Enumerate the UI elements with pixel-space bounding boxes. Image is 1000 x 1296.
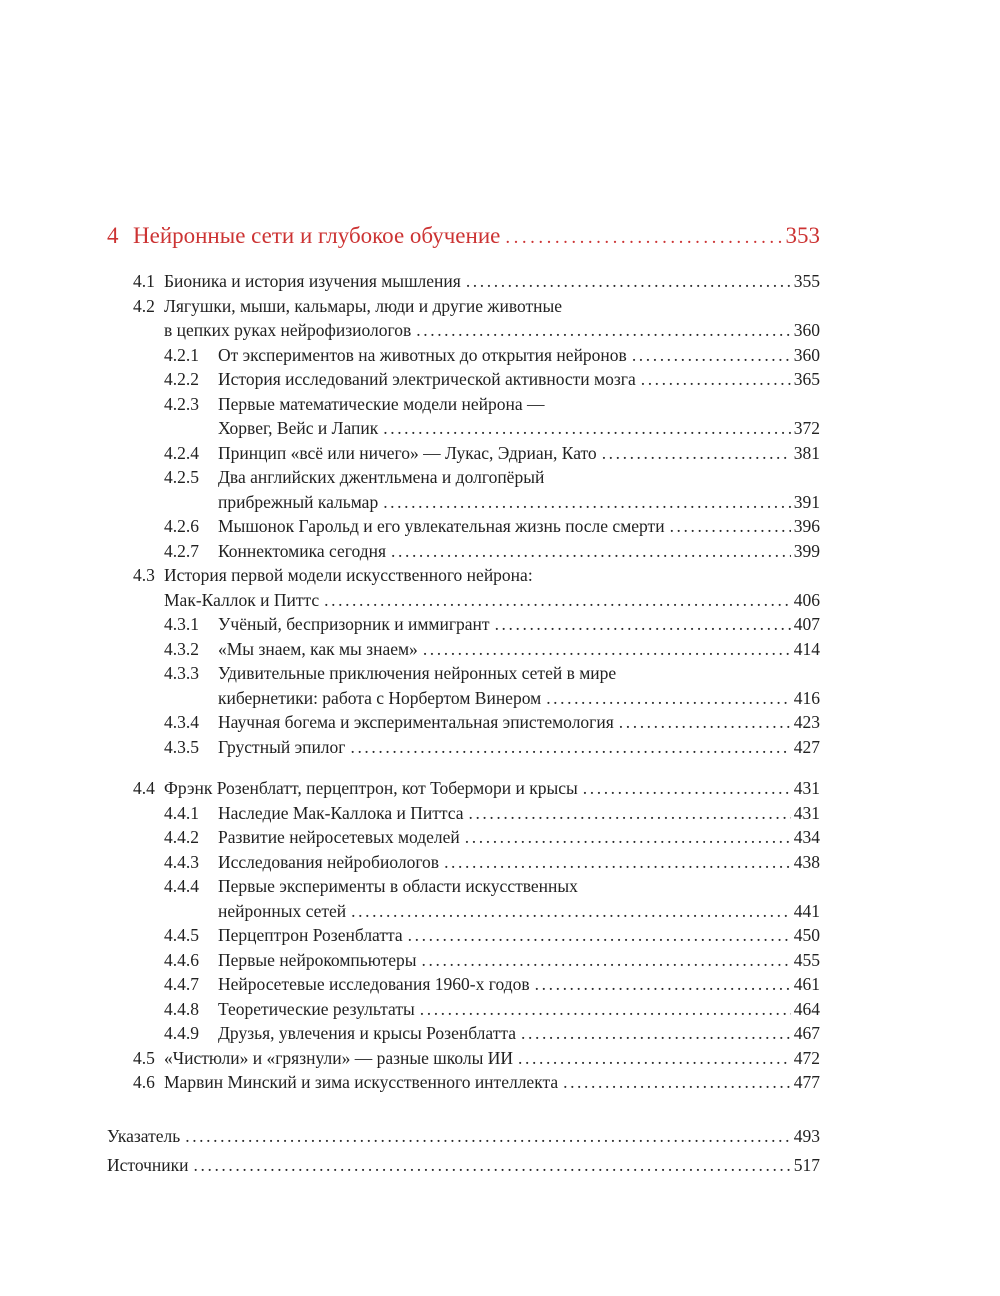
toc-entry-title: «Мы знаем, как мы знаем»: [218, 638, 418, 659]
toc-entry-title: Перцептрон Розенблатта: [218, 925, 403, 945]
toc-entry[interactable]: [133, 661, 820, 710]
toc-entry-title: нейронных сетей: [218, 900, 347, 921]
back-matter-page: 493: [793, 1125, 820, 1146]
dot-leader: [619, 710, 791, 735]
toc-entry-number: 4.2: [133, 295, 155, 316]
toc-entry-number: 4.3: [133, 565, 155, 585]
toc-entry-number: 4.4.9: [164, 1023, 199, 1043]
toc-entry[interactable]: [133, 392, 820, 441]
toc-entry-title: Хорвег, Вейс и Лапик: [218, 418, 379, 438]
toc-entry-title-line: Лягушки, мыши, кальмары, люди и другие животные: [164, 295, 563, 316]
dot-leader: [408, 923, 791, 948]
chapter-heading[interactable]: [107, 221, 820, 253]
toc-entry-title: Развитие нейросетевых моделей: [218, 827, 460, 847]
dot-leader: [383, 416, 791, 441]
back-matter-title: Указатель: [107, 1125, 181, 1146]
toc-entry[interactable]: [133, 997, 820, 1022]
toc-entry-title: Коннектомика сегодня: [218, 540, 387, 561]
toc-entry-title: От экспериментов на животных до открытия нейронов: [218, 344, 627, 365]
toc-entry-page: 467: [793, 1023, 820, 1043]
toc-entry-page: 360: [793, 344, 820, 365]
chapter-number: 4: [107, 223, 119, 248]
toc-entry-page: 406: [793, 589, 820, 610]
toc-entry[interactable]: [133, 735, 820, 760]
toc-entry-number: 4.5: [133, 1047, 155, 1068]
toc-entry[interactable]: [133, 539, 820, 564]
toc-entry[interactable]: [133, 465, 820, 514]
dot-leader: [521, 1021, 791, 1046]
dot-leader: [324, 588, 791, 613]
toc-entry-page: 372: [793, 418, 820, 438]
toc-entry-page: 407: [793, 614, 820, 634]
toc-entry-title: прибрежный кальмар: [218, 491, 379, 512]
toc-entry-title: Учёный, беспризорник и иммигрант: [218, 614, 490, 634]
toc-entry-page: 431: [793, 778, 820, 798]
toc-entry-page: 414: [793, 638, 820, 659]
dot-leader: [185, 1122, 791, 1151]
toc-entry[interactable]: [133, 923, 820, 948]
toc-entry-number: 4.2.6: [164, 516, 199, 536]
back-matter-entry[interactable]: [107, 1151, 820, 1180]
toc-entry[interactable]: [133, 269, 820, 294]
toc-entry-page: 355: [793, 271, 820, 291]
toc-entry-number: 4.3.3: [164, 663, 199, 683]
dot-leader: [641, 367, 791, 392]
dot-leader: [563, 1070, 791, 1095]
toc-entry-number: 4.4.8: [164, 998, 199, 1019]
toc-entry[interactable]: [133, 710, 820, 735]
toc-entry-title: Бионика и история изучения мышления: [164, 271, 461, 291]
toc-entry-number: 4.4: [133, 778, 155, 798]
toc-entry-page: 464: [793, 998, 820, 1019]
toc-entry-title: Принцип «всё или ничего» — Лукас, Эдриан, Като: [218, 442, 597, 463]
dot-leader: [632, 343, 791, 368]
toc-entry-page: 461: [793, 974, 820, 994]
toc-entry[interactable]: [133, 776, 820, 801]
toc-entry-number: 4.2.7: [164, 540, 199, 561]
toc-entry-number: 4.4.2: [164, 827, 199, 847]
toc-entry[interactable]: [133, 637, 820, 662]
toc-entry-page: 455: [793, 949, 820, 970]
back-matter-entry[interactable]: [107, 1122, 820, 1151]
toc-entry[interactable]: [133, 294, 820, 343]
toc-entry-page: 427: [793, 736, 820, 757]
toc-entry-number: 4.1: [133, 271, 155, 291]
toc-entry-number: 4.4.7: [164, 974, 199, 994]
toc-entry-title-line: Удивительные приключения нейронных сетей в мире: [218, 663, 617, 683]
toc-entry-page: 472: [793, 1047, 820, 1068]
toc-entry-page: 450: [793, 925, 820, 945]
toc-entry-title: Фрэнк Розенблатт, перцептрон, кот Тобермори и крысы: [164, 778, 578, 798]
dot-leader: [383, 490, 791, 515]
dot-leader: [466, 269, 791, 294]
toc-entry-number: 4.2.4: [164, 442, 199, 463]
dot-leader: [422, 948, 791, 973]
back-matter-title: Источники: [107, 1154, 189, 1175]
toc-entry-number: 4.2.2: [164, 369, 199, 389]
toc-entry-page: 477: [793, 1072, 820, 1092]
toc-entry[interactable]: [133, 563, 820, 612]
toc-entry-number: 4.4.3: [164, 851, 199, 872]
toc-entry-title-line: Первые эксперименты в области искусственных: [218, 876, 578, 896]
toc-entry-title: Марвин Минский и зима искусственного интеллекта: [164, 1072, 559, 1092]
toc-entry-title: «Чистюли» и «грязнули» — разные школы ИИ: [164, 1047, 514, 1068]
toc-entry-title: кибернетики: работа с Норбертом Винером: [218, 687, 542, 708]
toc-entry-number: 4.2.1: [164, 344, 199, 365]
toc-entry-title: Теоретические результаты: [218, 998, 415, 1019]
toc-entry-title: в цепких руках нейрофизиологов: [164, 320, 412, 340]
toc-entry-title-line: Первые математические модели нейрона —: [218, 393, 545, 414]
toc-entry-page: 416: [793, 687, 820, 708]
toc-entry-title: История исследований электрической активности мозга: [218, 369, 636, 389]
chapter-page: 353: [785, 223, 820, 248]
dot-leader: [194, 1151, 791, 1180]
toc-entry[interactable]: [133, 1046, 820, 1071]
dot-leader: [583, 776, 791, 801]
toc-entry-title: Наследие Мак-Каллока и Питтса: [218, 802, 464, 823]
dot-leader: [391, 539, 791, 564]
toc-entry[interactable]: [133, 367, 820, 392]
toc-entry-title: Мышонок Гарольд и его увлекательная жизнь после смерти: [218, 516, 665, 536]
toc-entry-title: Грустный эпилог: [218, 736, 346, 757]
toc-entry[interactable]: [133, 514, 820, 539]
toc-entry-number: 4.2.5: [164, 467, 199, 487]
toc-entry-title: Нейросетевые исследования 1960-х годов: [218, 974, 530, 994]
toc-entries: [133, 269, 820, 1095]
dot-leader: [505, 221, 781, 253]
toc-entry[interactable]: [133, 441, 820, 466]
toc-entry-number: 4.4.1: [164, 802, 199, 823]
chapter-title: Нейронные сети и глубокое обучение: [133, 223, 501, 248]
toc-entry-page: 396: [793, 516, 820, 536]
toc-entry[interactable]: [133, 1070, 820, 1095]
toc-entry-title-line: Два английских джентльмена и долгопёрый: [218, 467, 545, 487]
toc-entry-title: Исследования нейробиологов: [218, 851, 440, 872]
dot-leader: [351, 899, 791, 924]
toc-entry[interactable]: [133, 825, 820, 850]
dot-leader: [420, 997, 791, 1022]
toc-entry[interactable]: [133, 874, 820, 923]
toc-entry-number: 4.3.1: [164, 614, 199, 634]
toc-entry[interactable]: [133, 343, 820, 368]
dot-leader: [535, 972, 791, 997]
toc-entry-page: 423: [793, 712, 820, 732]
dot-leader: [465, 825, 791, 850]
toc-entry[interactable]: [133, 972, 820, 997]
toc-entry-page: 438: [793, 851, 820, 872]
dot-leader: [468, 801, 790, 826]
toc-entry[interactable]: [133, 612, 820, 637]
toc-entry-page: 431: [793, 802, 820, 823]
toc-entry-title: Научная богема и экспериментальная эпистемология: [218, 712, 614, 732]
toc-entry-page: 381: [793, 442, 820, 463]
toc-entry[interactable]: [133, 1021, 820, 1046]
toc-entry-number: 4.3.4: [164, 712, 199, 732]
toc-entry-page: 441: [793, 900, 820, 921]
dot-leader: [546, 686, 791, 711]
toc-entry-title: Мак-Каллок и Питтс: [164, 589, 320, 610]
toc-entry[interactable]: [133, 850, 820, 875]
back-matter: [107, 1122, 820, 1180]
toc-entry-title-line: История первой модели искусственного нейрона:: [164, 565, 533, 585]
dot-leader: [495, 612, 791, 637]
toc-entry-page: 434: [793, 827, 820, 847]
toc-entry-number: 4.4.6: [164, 949, 199, 970]
toc-entry-number: 4.3.2: [164, 638, 199, 659]
dot-leader: [416, 318, 790, 343]
dot-leader: [518, 1046, 791, 1071]
dot-leader: [423, 637, 791, 662]
dot-leader: [602, 441, 791, 466]
toc-entry-page: 399: [793, 540, 820, 561]
dot-leader: [350, 735, 790, 760]
toc-entry[interactable]: [133, 801, 820, 826]
toc-entry-number: 4.6: [133, 1072, 155, 1092]
toc-entry-number: 4.2.3: [164, 393, 199, 414]
back-matter-page: 517: [793, 1154, 820, 1175]
dot-leader: [670, 514, 791, 539]
toc-entry[interactable]: [133, 948, 820, 973]
dot-leader: [444, 850, 791, 875]
toc-entry-title: Друзья, увлечения и крысы Розенблатта: [218, 1023, 517, 1043]
toc-entry-page: 365: [793, 369, 820, 389]
toc-entry-title: Первые нейрокомпьютеры: [218, 949, 417, 970]
toc-entry-number: 4.4.4: [164, 876, 199, 896]
toc-entry-page: 391: [793, 491, 820, 512]
toc-entry-number: 4.4.5: [164, 925, 199, 945]
toc-entry-page: 360: [793, 320, 820, 340]
toc-entry-number: 4.3.5: [164, 736, 199, 757]
